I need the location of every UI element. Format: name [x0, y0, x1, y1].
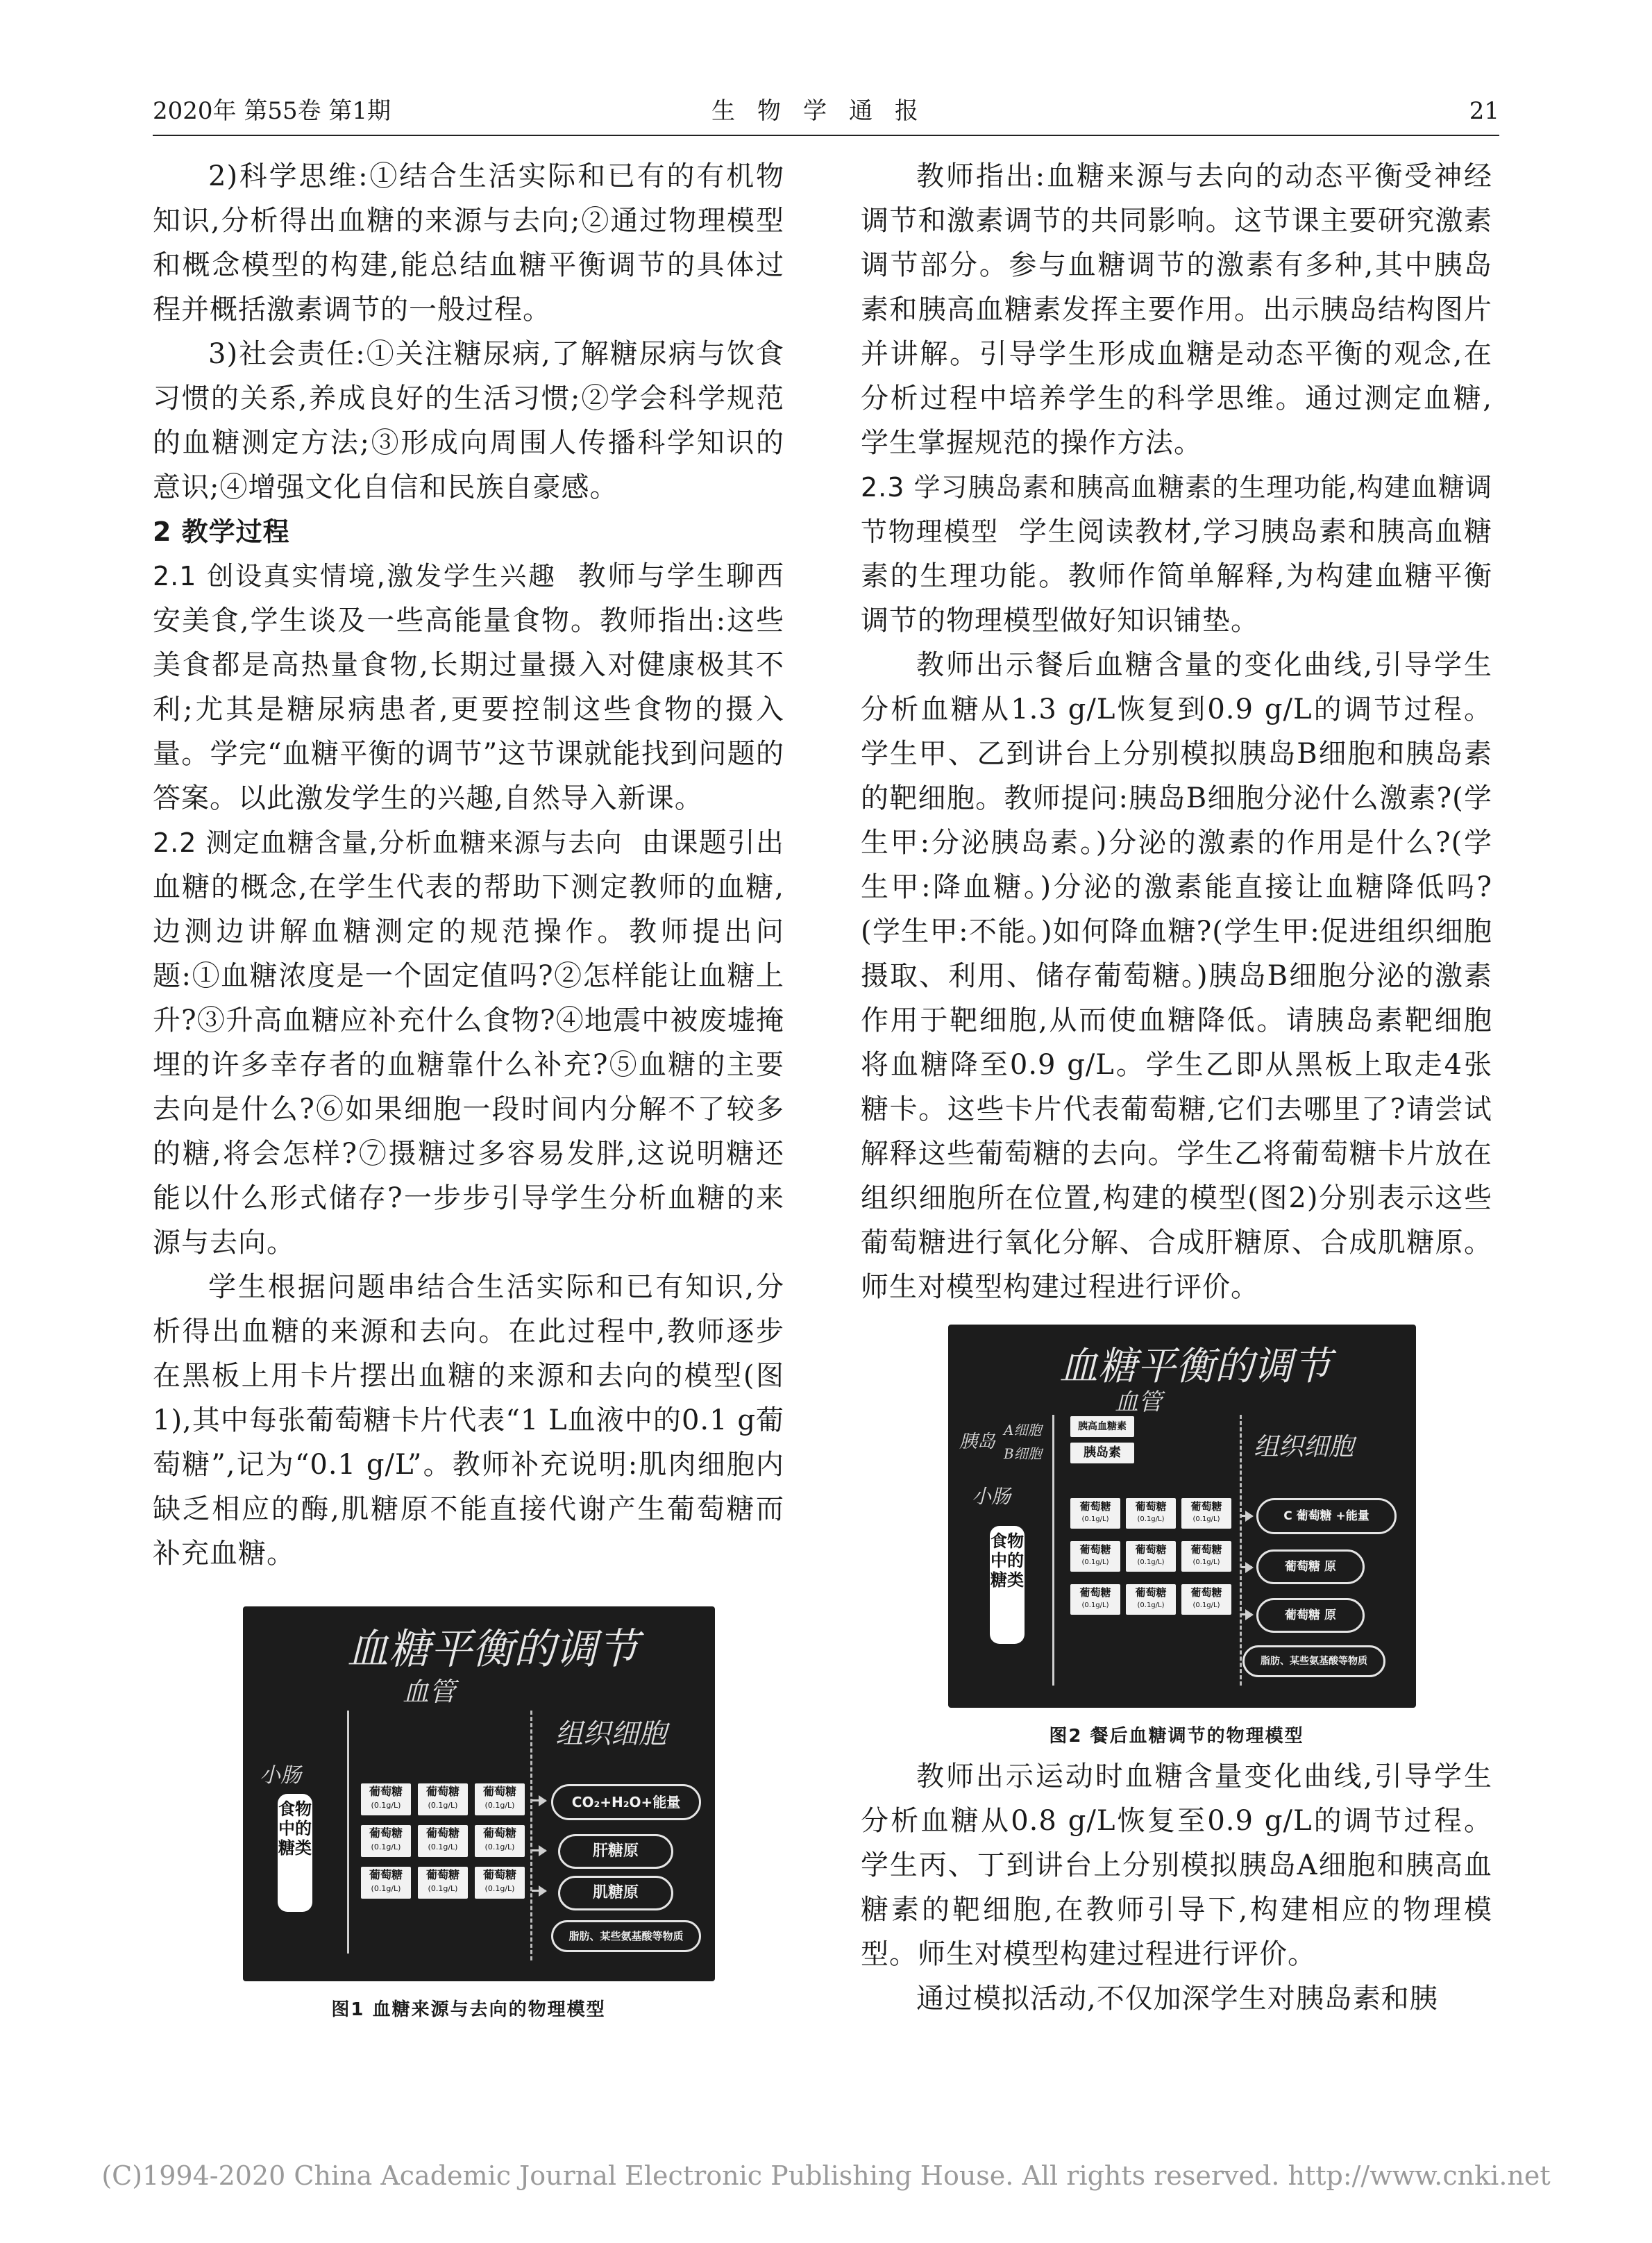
- figure-1-caption: 图1 血糖来源与去向的物理模型: [331, 1999, 606, 2020]
- header-rule: [153, 135, 1499, 136]
- glucose-card: 葡萄糖 (0.1g/L): [1070, 1584, 1120, 1615]
- glucose-card: 葡萄糖 (0.1g/L): [1181, 1541, 1231, 1572]
- glucose-card: 葡萄糖 (0.1g/L): [475, 1825, 525, 1857]
- fig1-output-muscle-glycogen: 肌糖原: [558, 1876, 673, 1910]
- glucose-card: 葡萄糖 (0.1g/L): [418, 1783, 468, 1815]
- glucose-card: 葡萄糖 (0.1g/L): [475, 1867, 525, 1899]
- fig1-arrow: [532, 1849, 546, 1851]
- running-header: [153, 97, 1499, 139]
- figure-2-caption: 图2 餐后血糖调节的物理模型: [1049, 1726, 1304, 1747]
- journal-issue: 2020年 第55卷 第1期: [153, 97, 391, 125]
- subheading-2-2: 2.2 测定血糖含量,分析血糖来源与去向: [153, 828, 623, 858]
- journal-title: 生物学通报: [711, 97, 941, 125]
- fig2-arrow: [1241, 1566, 1252, 1568]
- fig2-output-oxidation: C 葡萄糖 +能量: [1256, 1498, 1397, 1534]
- glucose-card: 葡萄糖 (0.1g/L): [1181, 1498, 1231, 1529]
- subheading-2-3: 2.3 学习胰岛素和胰高血糖素的生理功能,构建血糖调节物理模型: [861, 472, 1492, 547]
- fig2-output-fat: 脂肪、某些氨基酸等物质: [1242, 1645, 1385, 1677]
- figure-1-photo: [243, 1606, 715, 1981]
- paragraph-exercise-regulation: 教师出示运动时血糖含量变化曲线,引导学生分析血糖从0.8 g/L恢复至0.9 g/L的调节过程。学生丙、丁到讲台上分别模拟胰岛A细胞和胰高血糖素的靶细胞,在教师引导下,构建相应的物理模型。师生对模型构建过程进行评价。: [861, 1761, 1492, 1970]
- glucose-card: 葡萄糖 (0.1g/L): [1126, 1584, 1176, 1615]
- fig2-glucagon-card: 胰高血糖素: [1070, 1416, 1134, 1437]
- fig1-vessel-wall-left: [347, 1711, 349, 1954]
- paragraph-teacher-points: 教师指出:血糖来源与去向的动态平衡受神经调节和激素调节的共同影响。这节课主要研究激素调节部分。参与血糖调节的激素有多种,其中胰岛素和胰高血糖素发挥主要作用。出示胰岛结构图片并讲解。引导学生形成血糖是动态平衡的观念,在分析过程中培养学生的科学思维。通过测定血糖,学生掌握规范的操作方法。: [861, 160, 1492, 459]
- subheading-2-1: 2.1 创设真实情境,激发学生兴趣: [153, 561, 557, 591]
- fig2-food-block: 食物中的糖类: [990, 1526, 1025, 1644]
- fig2-intestine-label: 小肠: [972, 1485, 1011, 1508]
- fig2-arrow: [1241, 1515, 1252, 1517]
- glucose-card: 葡萄糖 (0.1g/L): [1070, 1541, 1120, 1572]
- paragraph-2-2: [153, 821, 784, 1265]
- fig1-vessel-label: 血管: [403, 1677, 456, 1707]
- fig2-b-cell-label: B细胞: [1004, 1445, 1042, 1462]
- fig2-arrow: [1241, 1613, 1252, 1615]
- fig2-tissue-label: 组织细胞: [1254, 1433, 1354, 1461]
- glucose-card: 葡萄糖 (0.1g/L): [475, 1783, 525, 1815]
- body-2-3: 学生阅读教材,学习胰岛素和胰高血糖素的生理功能。教师作简单解释,为构建血糖平衡调节的物理模型做好知识铺垫。: [861, 516, 1492, 637]
- right-column: [861, 154, 1492, 2021]
- fig1-tissue-label: 组织细胞: [555, 1718, 666, 1750]
- fig2-output-liver-glycogen: 葡萄糖 原: [1256, 1549, 1365, 1584]
- paragraph-2-1: [153, 554, 784, 821]
- fig1-vessel-wall-right: [530, 1711, 532, 1960]
- paragraph-simulation-benefits: 通过模拟活动,不仅加深学生对胰岛素和胰: [916, 1983, 1438, 2015]
- copyright-footer: (C)1994-2020 China Academic Journal Electronic Publishing House. All rights reserved. http://www.cnki.net: [101, 2160, 1551, 2191]
- fig1-arrow: [532, 1890, 546, 1892]
- glucose-card: 葡萄糖 (0.1g/L): [361, 1783, 411, 1815]
- fig2-pancreas-label: 胰岛: [959, 1431, 996, 1452]
- glucose-card: 葡萄糖 (0.1g/L): [1126, 1541, 1176, 1572]
- fig2-vessel-wall-left: [1052, 1415, 1054, 1686]
- paragraph-postmeal-regulation: 教师出示餐后血糖含量的变化曲线,引导学生分析血糖从1.3 g/L恢复到0.9 g/L的调节过程。学生甲、乙到讲台上分别模拟胰岛B细胞和胰岛素的靶细胞。教师提问:胰岛B细胞分泌什么激素?(学生甲:分泌胰岛素。)分泌的激素的作用是什么?(学生甲:降血糖。)分泌的激素能直接让血糖降低吗?(学生甲:不能。)如何降血糖?(学生甲:促进组织细胞摄取、利用、储存葡萄糖。)胰岛B细胞分泌的激素作用于靶细胞,从而使血糖降低。请胰岛素靶细胞将血糖降至0.9 g/L。学生乙即从黑板上取走4张糖卡。这些卡片代表葡萄糖,它们去哪里了?请尝试解释这些葡萄糖的去向。学生乙将葡萄糖卡片放在组织细胞所在位置,构建的模型(图2)分别表示这些葡萄糖进行氧化分解、合成肝糖原、合成肌糖原。师生对模型构建过程进行评价。: [861, 649, 1492, 1303]
- figure-2-photo: [948, 1325, 1416, 1708]
- glucose-card: 葡萄糖 (0.1g/L): [1070, 1498, 1120, 1529]
- fig2-a-cell-label: A细胞: [1004, 1422, 1042, 1438]
- fig2-output-muscle-glycogen: 葡萄糖 原: [1256, 1598, 1365, 1633]
- body-2-2: 由课题引出血糖的概念,在学生代表的帮助下测定教师的血糖,边测边讲解血糖测定的规范操作。教师提出问题:①血糖浓度是一个固定值吗?②怎样能让血糖上升?③升高血糖应补充什么食物?④地震中被废墟掩埋的许多幸存者的血糖靠什么补充?⑤血糖的主要去向是什么?⑥如果细胞一段时间内分解不了较多的糖,将会怎样?⑦摄糖过多容易发胖,这说明糖还能以什么形式储存?一步步引导学生分析血糖的来源与去向。: [153, 827, 785, 1259]
- body-2-1: 教师与学生聊西安美食,学生谈及一些高能量食物。教师指出:这些美食都是高热量食物,长期过量摄入对健康极其不利;尤其是糖尿病患者,更要控制这些食物的摄入量。学完“血糖平衡的调节”这节课就能找到问题的答案。以此激发学生的兴趣,自然导入新课。: [153, 560, 785, 814]
- fig2-insulin-card: 胰岛素: [1070, 1443, 1134, 1463]
- fig1-title: 血糖平衡的调节: [347, 1625, 639, 1674]
- paragraph-2-3: [861, 465, 1492, 643]
- figure-1: [153, 1606, 784, 2021]
- glucose-card: 葡萄糖 (0.1g/L): [1126, 1498, 1176, 1529]
- glucose-card: 葡萄糖 (0.1g/L): [361, 1867, 411, 1899]
- left-column: [153, 154, 784, 2021]
- figure-2: [861, 1325, 1492, 1747]
- fig1-output-liver-glycogen: 肝糖原: [558, 1834, 673, 1869]
- fig1-intestine-label: 小肠: [260, 1763, 301, 1788]
- paragraph-social-responsibility: 3)社会责任:①关注糖尿病,了解糖尿病与饮食习惯的关系,养成良好的生活习惯;②学会科学规范的血糖测定方法;③形成向周围人传播科学知识的意识;④增强文化自信和民族自豪感。: [153, 338, 784, 503]
- glucose-card: 葡萄糖 (0.1g/L): [361, 1825, 411, 1857]
- fig2-vessel-wall-right: [1240, 1415, 1242, 1686]
- page-number: 21: [1469, 97, 1499, 125]
- paragraph-student-analysis: 学生根据问题串结合生活实际和已有知识,分析得出血糖的来源和去向。在此过程中,教师逐步在黑板上用卡片摆出血糖的来源和去向的模型(图1),其中每张葡萄糖卡片代表“1 L血液中的0.1 g葡萄糖”,记为“0.1 g/L”。教师补充说明:肌肉细胞内缺乏相应的酶,肌糖原不能直接代谢产生葡萄糖而补充血糖。: [153, 1271, 784, 1570]
- paragraph-scientific-thinking: 2)科学思维:①结合生活实际和已有的有机物知识,分析得出血糖的来源与去向;②通过物理模型和概念模型的构建,能总结血糖平衡调节的具体过程并概括激素调节的一般过程。: [153, 160, 784, 326]
- glucose-card: 葡萄糖 (0.1g/L): [418, 1867, 468, 1899]
- fig1-output-oxidation: CO₂+H₂O+能量: [551, 1784, 701, 1820]
- fig1-food-block: 食物中的糖类: [278, 1794, 312, 1912]
- section-heading-2: 2 教学过程: [153, 516, 290, 547]
- fig1-output-fat: 脂肪、某些氨基酸等物质: [551, 1920, 701, 1952]
- fig2-vessel-label: 血管: [1115, 1388, 1162, 1416]
- fig2-title: 血糖平衡的调节: [1059, 1344, 1331, 1389]
- glucose-card: 葡萄糖 (0.1g/L): [1181, 1584, 1231, 1615]
- fig1-arrow: [532, 1799, 546, 1801]
- glucose-card: 葡萄糖 (0.1g/L): [418, 1825, 468, 1857]
